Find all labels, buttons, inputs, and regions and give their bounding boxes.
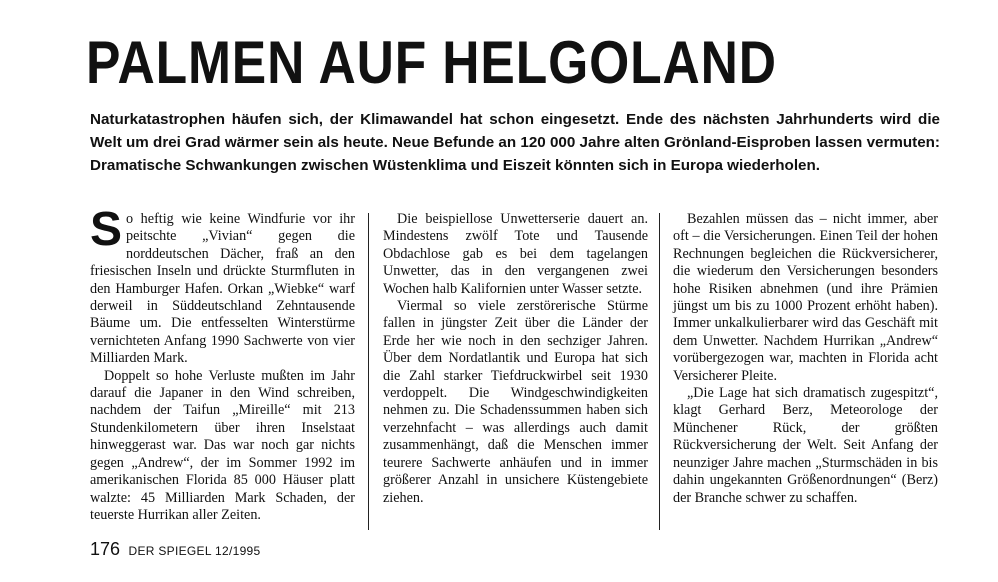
article-column-2 bbox=[383, 211, 648, 507]
lead-paragraph: Naturkatastrophen häufen sich, der Klimawandel hat schon eingesetzt. Ende des nächsten Jahrhunderts wird die Welt um drei Grad wärmer sein als heute. Neue Befunde an 120 000 Jahre alten Grönland-Eisproben lassen vermuten: Dramatische Schwankungen zwischen Wüstenklima und Eiszeit könnten sich in Europa wiederholen. bbox=[90, 111, 940, 174]
body-paragraph: Viermal so viele zerstörerische Stürme fallen in jüngster Zeit über die Länder der Erde her wie noch in den sechziger Jahren. Über dem Nordatlantik und Europa hat sich die Zahl starker Tiefdruckwirbel seit 1930 verdoppelt. Die Windgeschwindigkeiten nehmen zu. Die Schadenssummen haben sich verzehnfacht – was allerdings auch damit zusammenhängt, daß die Menschen immer teurere Sachwerte anhäufen und in immer größerer Anzahl in unsichere Küstengebiete ziehen. bbox=[383, 298, 648, 506]
body-paragraph: Bezahlen müssen das – nicht immer, aber oft – die Versicherungen. Einen Teil der hohen Rechnungen begleichen die Rückversicherer, die wiederum den Versicherungen besonders hohe Risiken abnehmen (und ihre Prämien jüngst um bis zu 1000 Prozent erhöht haben). Immer unkalkulierbarer wird das Geschäft mit dem Unwetter. Nachdem Hurrikan „Andrew“ vorübergezogen war, machten in Florida acht Versicherer Pleite. bbox=[673, 211, 938, 384]
drop-cap: S bbox=[90, 203, 123, 256]
body-paragraph: „Die Lage hat sich dramatisch zugespitzt“, klagt Gerhard Berz, Meteorologe der Münchener Rück, der größten Rückversicherung der Welt. Seit Anfang der neunziger Jahre machen „Sturmschäden in bis dahin ungekannten Größenordnungen“ (Berz) der Branche schwer zu schaffen. bbox=[673, 385, 938, 506]
paragraph-text: o heftig wie keine Windfurie vor ihr peitschte „Vivian“ gegen die norddeutschen Dächer, fraß an den friesischen Inseln und drückte Sturmfluten in den Hamburger Hafen. Orkan „Wiebke“ warf derweil in Süddeutschland Zehntausende Bäume um. Die entfesselten Winterstürme vernichteten Anfang 1990 Sachwerte von vier Milliarden Mark. bbox=[90, 211, 355, 367]
body-paragraph: Doppelt so hohe Verluste mußten im Jahr darauf die Japaner in den Wind schreiben, nachdem der Taifun „Mireille“ mit 213 Stundenkilometern über ihren Inselstaat hinweggerast war. Das war noch gar nichts gegen „Andrew“, der im Sommer 1992 im amerikanischen Florida 85 000 Häuser platt walzte: 45 Milliarden Mark Schaden, der teuerste Hurrikan aller Zeiten. bbox=[90, 367, 355, 523]
body-paragraph: Die beispiellose Unwetterserie dauert an. Mindestens zwölf Tote und Tausende Obdachlose gab es bei dem tagelangen Unwetter, das in den vergangenen zwei Wochen halb Kalifornien unter Wasser setzte. bbox=[383, 211, 648, 297]
article-column-1 bbox=[90, 203, 355, 524]
page-footer bbox=[90, 539, 261, 560]
headline: PALMEN AUF HELGOLAND bbox=[86, 29, 777, 96]
body-paragraph bbox=[90, 203, 355, 368]
article-column-3 bbox=[673, 211, 938, 507]
page-number: 176 bbox=[90, 539, 121, 559]
column-divider bbox=[368, 213, 369, 530]
column-divider bbox=[659, 213, 660, 530]
magazine-issue: DER SPIEGEL 12/1995 bbox=[128, 544, 261, 558]
